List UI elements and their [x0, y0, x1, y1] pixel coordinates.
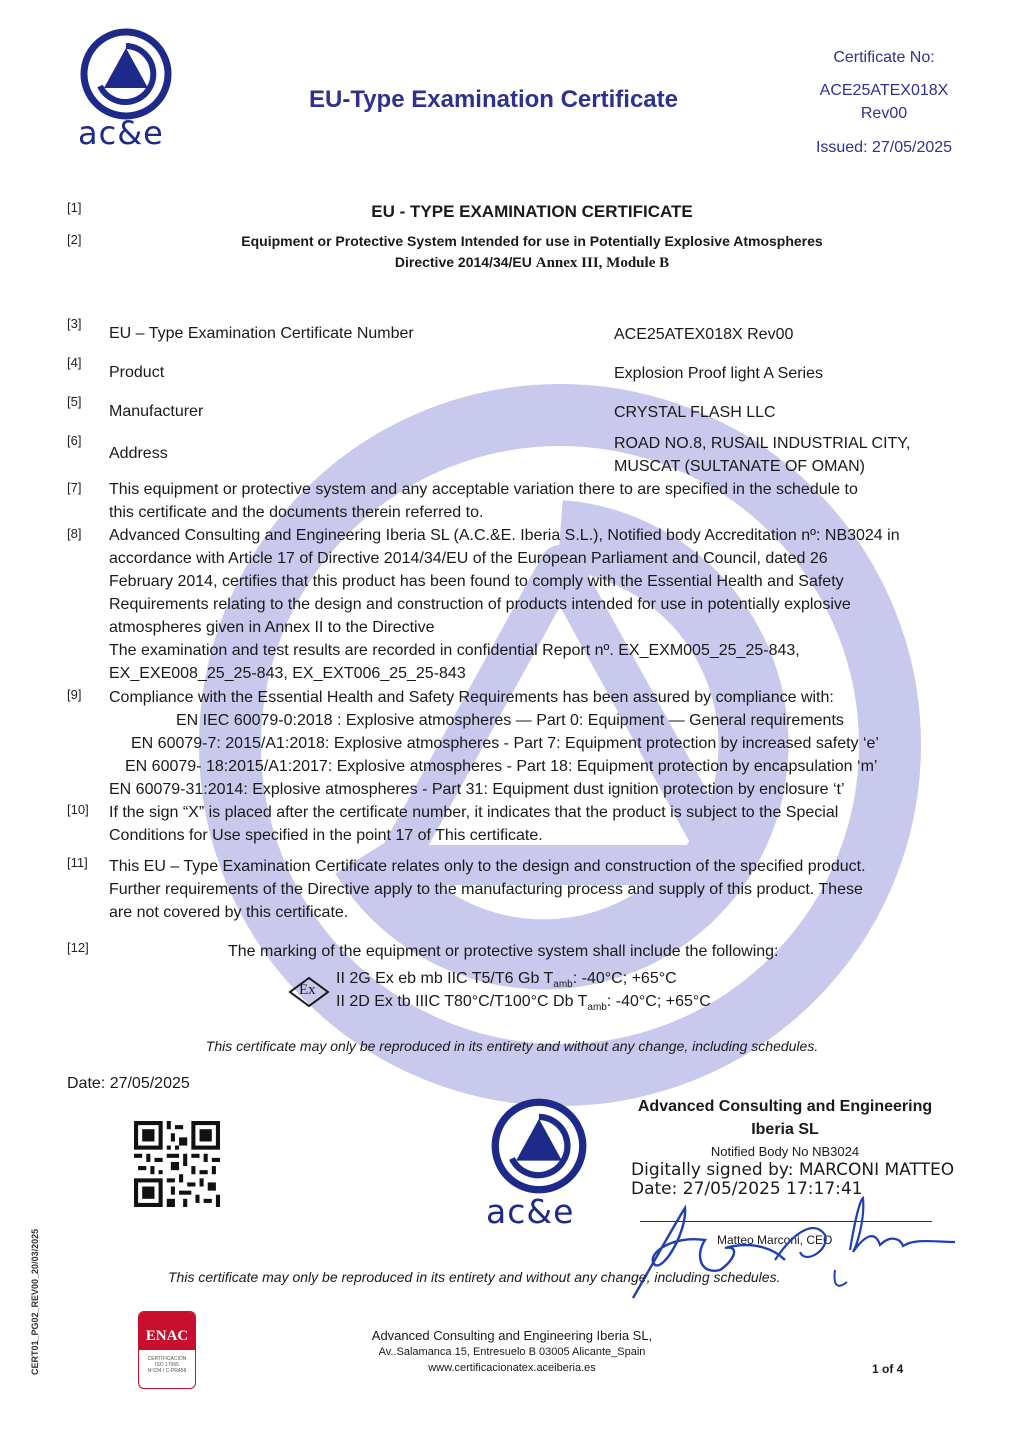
qr-code: [134, 1121, 220, 1207]
certificate-no-label: Certificate No:: [833, 49, 935, 66]
paragraph-8: [109, 524, 969, 685]
section-number: [10]: [67, 802, 89, 817]
marking-subscript: amb: [587, 1002, 607, 1014]
text-line: Conditions for Use specified in the point 17 of This certificate.: [109, 827, 543, 844]
field-label: Manufacturer: [109, 403, 204, 420]
certificate-revision: Rev00: [860, 105, 908, 122]
marking-text: : -40°C; +65°C: [606, 993, 711, 1010]
logo-icon: [489, 1096, 589, 1196]
section-number: [12]: [67, 940, 89, 955]
enac-label: ENAC: [145, 1328, 189, 1344]
marking-text: II 2D Ex tb IIIC T80°C/T100°C Db T: [336, 993, 588, 1010]
text-line: EX_EXE008_25_25-843, EX_EXT006_25_25-843: [109, 665, 466, 682]
section-number: [1]: [67, 200, 82, 215]
footer-address: Av..Salamanca 15, Entresuelo B 03005 Alicante_Spain: [378, 1346, 646, 1358]
field-label: EU – Type Examination Certificate Number: [109, 325, 414, 342]
text-line: This equipment or protective system and any acceptable variation there to are specified in the schedule to: [109, 481, 858, 498]
header-title: EU-Type Examination Certificate: [309, 86, 678, 113]
manufacturer-value: CRYSTAL FLASH LLC: [614, 404, 776, 421]
reproduction-disclaimer-footer: This certificate may only be reproduced in its entirety and without any change, including schedules.: [168, 1269, 781, 1285]
enac-text: ISO 17065: [155, 1362, 179, 1368]
text-line: This EU – Type Examination Certificate relates only to the design and construction of the specified product.: [109, 858, 866, 875]
section-number: [5]: [67, 394, 82, 409]
product-value: Explosion Proof light A Series: [614, 365, 824, 382]
field-label: Address: [109, 445, 168, 462]
field-label: Product: [109, 364, 165, 381]
footer-company: Advanced Consulting and Engineering Iberia SL,: [371, 1328, 653, 1343]
text-line: accordance with Article 17 of Directive 2014/34/EU of the European Parliament and Council, dated 26: [109, 550, 828, 567]
signer-name: Matteo Marconi, CEO: [717, 1233, 833, 1247]
section-number: [11]: [67, 855, 88, 870]
enac-accreditation: [139, 1356, 195, 1374]
reproduction-disclaimer: This certificate may only be reproduced in its entirety and without any change, including schedules.: [205, 1038, 819, 1054]
logo-wordmark: ac&e: [78, 114, 164, 152]
text-line: If the sign “X” is placed after the certificate number, it indicates that the product is subject to the Special: [109, 804, 839, 821]
section-number: [6]: [67, 433, 82, 448]
signatory-org-line1: Advanced Consulting and Engineering: [637, 1098, 933, 1115]
marking-intro: The marking of the equipment or protective system shall include the following:: [228, 943, 779, 960]
section-number: [7]: [67, 480, 82, 495]
company-logo: [78, 26, 174, 156]
logo-icon: [78, 26, 174, 122]
ex-symbol-icon: [288, 976, 330, 1008]
annex-text: Annex III, Module B: [535, 255, 670, 271]
directive-text: Directive 2014/34/EU: [394, 254, 536, 270]
text-line: The examination and test results are recorded in confidential Report nº. EX_EXM005_25_25-843,: [109, 642, 800, 659]
digital-signature-name: Digitally signed by: MARCONI MATTEO: [631, 1160, 955, 1180]
issue-date: Date: 27/05/2025: [67, 1075, 190, 1092]
standard-line: EN IEC 60079-0:2018 : Explosive atmospheres — Part 0: Equipment — General requirements: [176, 712, 844, 729]
certificate-number: ACE25ATEX018X: [819, 82, 949, 99]
notified-body-number: Notified Body No NB3024: [710, 1144, 860, 1159]
standard-line: EN 60079- 18:2015/A1:2017: Explosive atmospheres - Part 18: Equipment protection by encapsulation ‘m’: [125, 758, 878, 775]
section-number: [8]: [67, 526, 82, 541]
address-line-1: ROAD NO.8, RUSAIL INDUSTRIAL CITY,: [614, 435, 911, 452]
directive-line: [150, 254, 914, 272]
enac-logo-block: [139, 1312, 195, 1350]
section-number: [9]: [67, 687, 82, 702]
document-code: CERT01_PG02_REV00_20/03/2025: [30, 1228, 40, 1375]
certificate-number-value: ACE25ATEX018X Rev00: [614, 326, 794, 343]
standard-line: EN 60079-31:2014: Explosive atmospheres - Part 31: Equipment dust ignition protection by enclosure ‘t’: [109, 781, 845, 798]
enac-badge: [138, 1311, 196, 1389]
section-number: [4]: [67, 355, 82, 370]
footer-logo: [486, 1096, 596, 1236]
enac-text: CERTIFICACIÓN: [147, 1356, 187, 1362]
ex-symbol-text: Ex: [299, 982, 316, 998]
marking-text: II 2G Ex eb mb IIC T5/T6 Gb T: [336, 970, 554, 987]
text-line: February 2014, certifies that this product has been found to comply with the Essential Health and Safety: [109, 573, 844, 590]
marking-line-dust: [336, 990, 711, 1019]
paragraph-11: [109, 855, 969, 924]
signatory-org-line2: Iberia SL: [751, 1121, 819, 1138]
scope-line: Equipment or Protective System Intended for use in Potentially Explosive Atmospheres: [241, 233, 823, 249]
paragraph-7: [109, 478, 969, 524]
marking-subscript: amb: [553, 979, 573, 991]
text-line: are not covered by this certificate.: [109, 904, 349, 921]
enac-text: Nº234 / C-PR458: [147, 1368, 187, 1374]
logo-wordmark: ac&e: [486, 1192, 575, 1231]
section-number: [3]: [67, 316, 82, 331]
issued-date: Issued: 27/05/2025: [815, 139, 953, 156]
compliance-intro: Compliance with the Essential Health and Safety Requirements has been assured by compliance with:: [109, 689, 834, 706]
handwritten-signature: [625, 1190, 960, 1305]
digital-signature-date: Date: 27/05/2025 17:17:41: [631, 1179, 863, 1199]
document-title: EU - TYPE EXAMINATION CERTIFICATE: [371, 202, 693, 221]
text-line: this certificate and the documents therein referred to.: [109, 504, 484, 521]
marking-text: : -40°C; +65°C: [572, 970, 677, 987]
address-line-2: MUSCAT (SULTANATE OF OMAN): [614, 458, 865, 475]
standard-line: EN 60079-7: 2015/A1:2018: Explosive atmospheres - Part 7: Equipment protection by increased safety ‘e’: [131, 735, 879, 752]
page-number: 1 of 4: [872, 1362, 904, 1376]
paragraph-10: [109, 801, 969, 847]
section-number: [2]: [67, 232, 82, 247]
text-line: atmospheres given in Annex II to the Directive: [109, 619, 435, 636]
footer-website[interactable]: www.certificacionatex.aceiberia.es: [428, 1362, 596, 1374]
text-line: Further requirements of the Directive apply to the manufacturing process and supply of this product. These: [109, 881, 863, 898]
text-line: Advanced Consulting and Engineering Iberia SL (A.C.&E. Iberia S.L.), Notified body Accreditation nº: NB3024 in: [109, 527, 900, 544]
text-line: Requirements relating to the design and construction of products intended for use in potentially explosive: [109, 596, 851, 613]
